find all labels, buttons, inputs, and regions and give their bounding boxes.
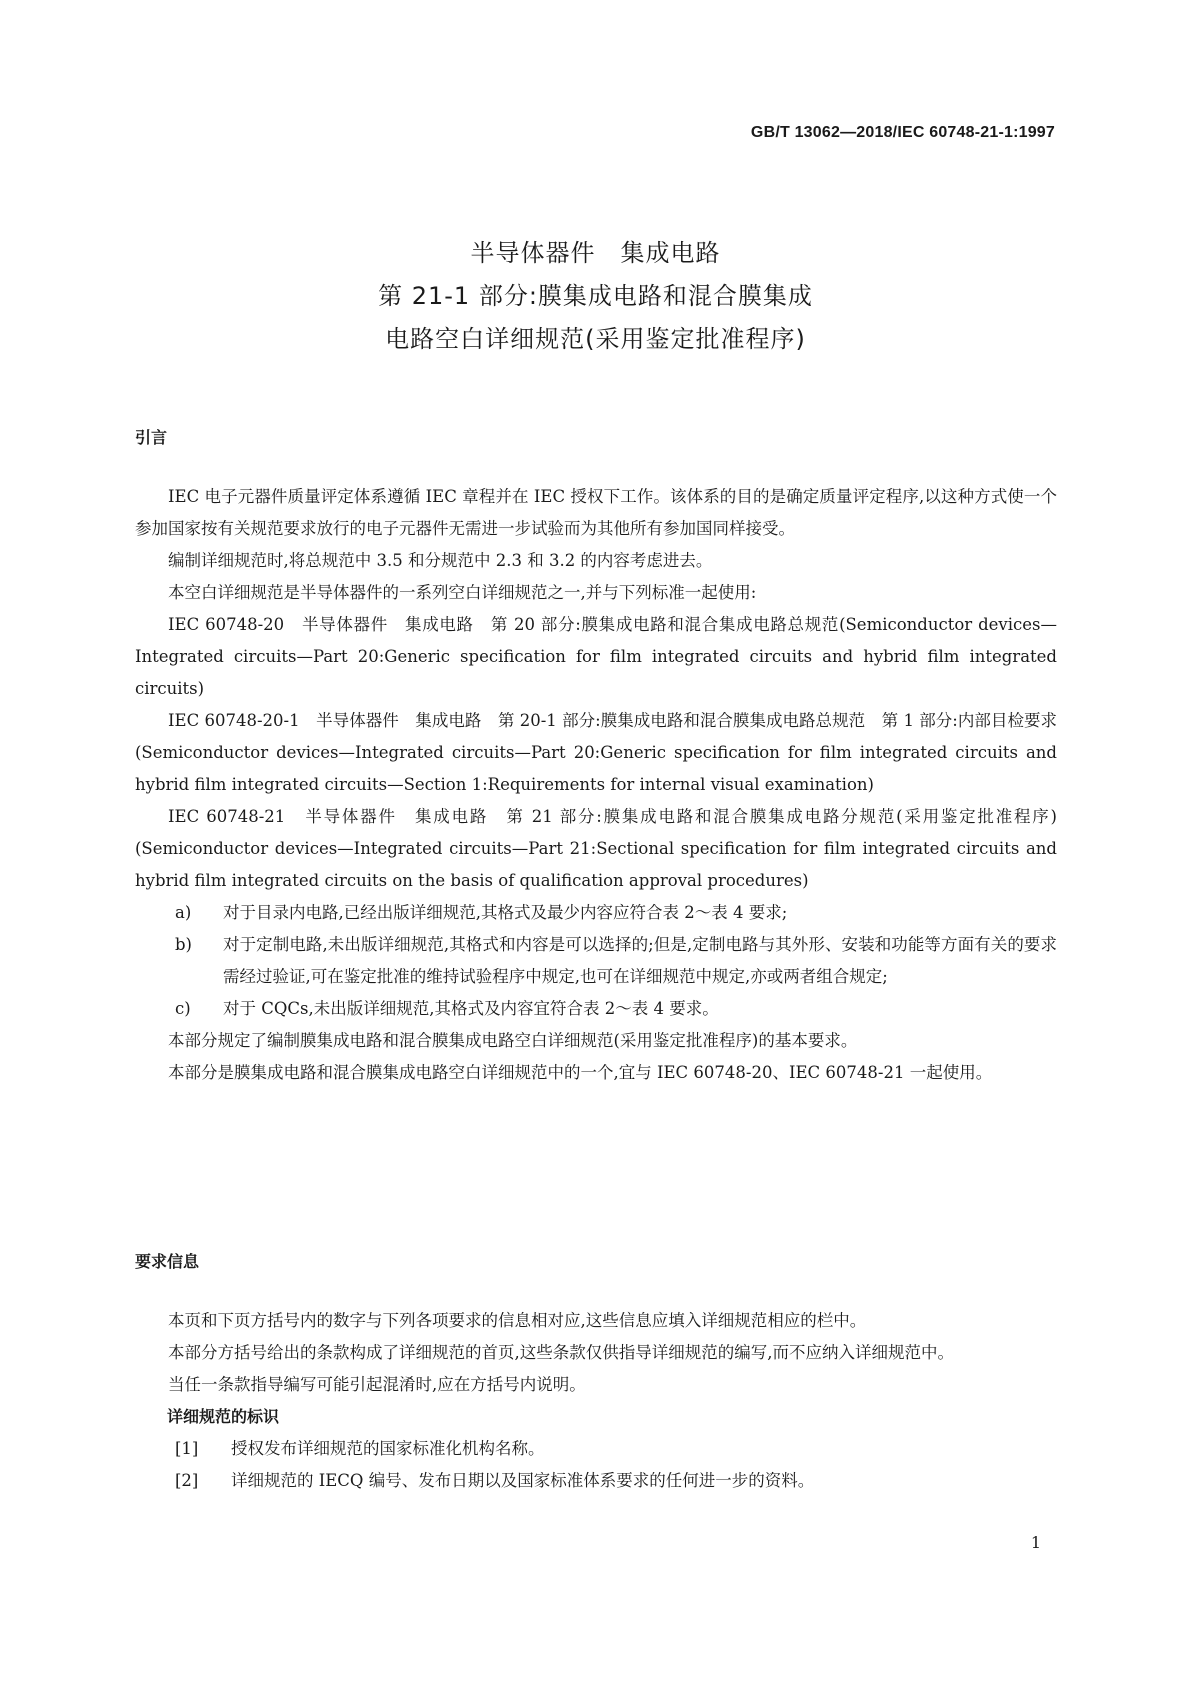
document-title xyxy=(0,232,1191,361)
list-item xyxy=(175,993,1057,1025)
title-line-1: 半导体器件 集成电路 xyxy=(470,239,721,267)
title-line-3: 电路空白详细规范(采用鉴定批准程序) xyxy=(385,325,806,353)
bracket-item xyxy=(175,1465,1057,1497)
list-item-text: 对于 CQCs,未出版详细规范,其格式及内容宜符合表 2～表 4 要求。 xyxy=(223,999,719,1018)
reference-standard: IEC 60748-20 半导体器件 集成电路 第 20 部分:膜集成电路和混合集成电路总规范(Semiconductor devices—Integrated circuits—Part 20:Generic specification for film integrated circuits and hybrid film integrated circuits) xyxy=(135,615,1057,698)
intro-heading: 引言 xyxy=(135,428,168,447)
bracket-text: 详细规范的 IECQ 编号、发布日期以及国家标准体系要求的任何进一步的资料。 xyxy=(231,1471,815,1490)
reference-standard: IEC 60748-20-1 半导体器件 集成电路 第 20-1 部分:膜集成电路和混合膜集成电路总规范 第 1 部分:内部目检要求(Semiconductor devices—Integrated circuits—Part 20:Generic specification for film integrated circuits and hybrid film integrated circuits—Section 1:Requirements for internal visual examination) xyxy=(135,711,1057,794)
intro-body xyxy=(135,481,1057,1089)
bracket-text: 授权发布详细规范的国家标准化机构名称。 xyxy=(231,1439,545,1458)
list-item-label: a) xyxy=(175,903,192,922)
intro-paragraph: 编制详细规范时,将总规范中 3.5 和分规范中 2.3 和 3.2 的内容考虑进去。 xyxy=(168,551,713,570)
requirements-heading: 要求信息 xyxy=(135,1252,200,1271)
list-item-label: b) xyxy=(175,935,192,954)
standard-number-header: GB/T 13062—2018/IEC 60748-21-1:1997 xyxy=(750,124,1055,141)
bracket-label: [1] xyxy=(175,1439,199,1458)
list-item-text: 对于目录内电路,已经出版详细规范,其格式及最少内容应符合表 2～表 4 要求; xyxy=(223,903,788,922)
requirements-paragraph: 本部分方括号给出的条款构成了详细规范的首页,这些条款仅供指导详细规范的编写,而不应纳入详细规范中。 xyxy=(168,1343,954,1362)
requirements-body xyxy=(135,1305,1057,1497)
intro-paragraph: 本空白详细规范是半导体器件的一系列空白详细规范之一,并与下列标准一起使用: xyxy=(168,583,757,602)
list-item-label: c) xyxy=(175,999,191,1018)
title-line-2: 第 21-1 部分:膜集成电路和混合膜集成 xyxy=(378,282,813,310)
intro-paragraph: 本部分规定了编制膜集成电路和混合膜集成电路空白详细规范(采用鉴定批准程序)的基本要求。 xyxy=(168,1031,858,1050)
bracket-item xyxy=(175,1433,1057,1465)
requirements-paragraph: 本页和下页方括号内的数字与下列各项要求的信息相对应,这些信息应填入详细规范相应的栏中。 xyxy=(168,1311,867,1330)
requirements-paragraph: 当任一条款指导编写可能引起混淆时,应在方括号内说明。 xyxy=(168,1375,586,1394)
reference-standard: IEC 60748-21 半导体器件 集成电路 第 21 部分:膜集成电路和混合膜集成电路分规范(采用鉴定批准程序)(Semiconductor devices—Integrated circuits—Part 21:Sectional specification for film integrated circuits and hybrid film integrated circuits on the basis of qualification approval procedures) xyxy=(135,807,1057,890)
bracket-label: [2] xyxy=(175,1471,199,1490)
subheading: 详细规范的标识 xyxy=(167,1407,280,1426)
list-item xyxy=(175,897,1057,929)
list-item xyxy=(175,929,1057,993)
intro-paragraph: 本部分是膜集成电路和混合膜集成电路空白详细规范中的一个,宜与 IEC 60748-20、IEC 60748-21 一起使用。 xyxy=(168,1063,993,1082)
list-item-text: 对于定制电路,未出版详细规范,其格式和内容是可以选择的;但是,定制电路与其外形、安装和功能等方面有关的要求需经过验证,可在鉴定批准的维持试验程序中规定,也可在详细规范中规定,亦或两者组合规定; xyxy=(223,935,1057,986)
intro-paragraph: IEC 电子元器件质量评定体系遵循 IEC 章程并在 IEC 授权下工作。该体系的目的是确定质量评定程序,以这种方式使一个参加国家按有关规范要求放行的电子元器件无需进一步试验而为其他所有参加国同样接受。 xyxy=(135,487,1057,538)
page-number: 1 xyxy=(1030,1533,1041,1552)
